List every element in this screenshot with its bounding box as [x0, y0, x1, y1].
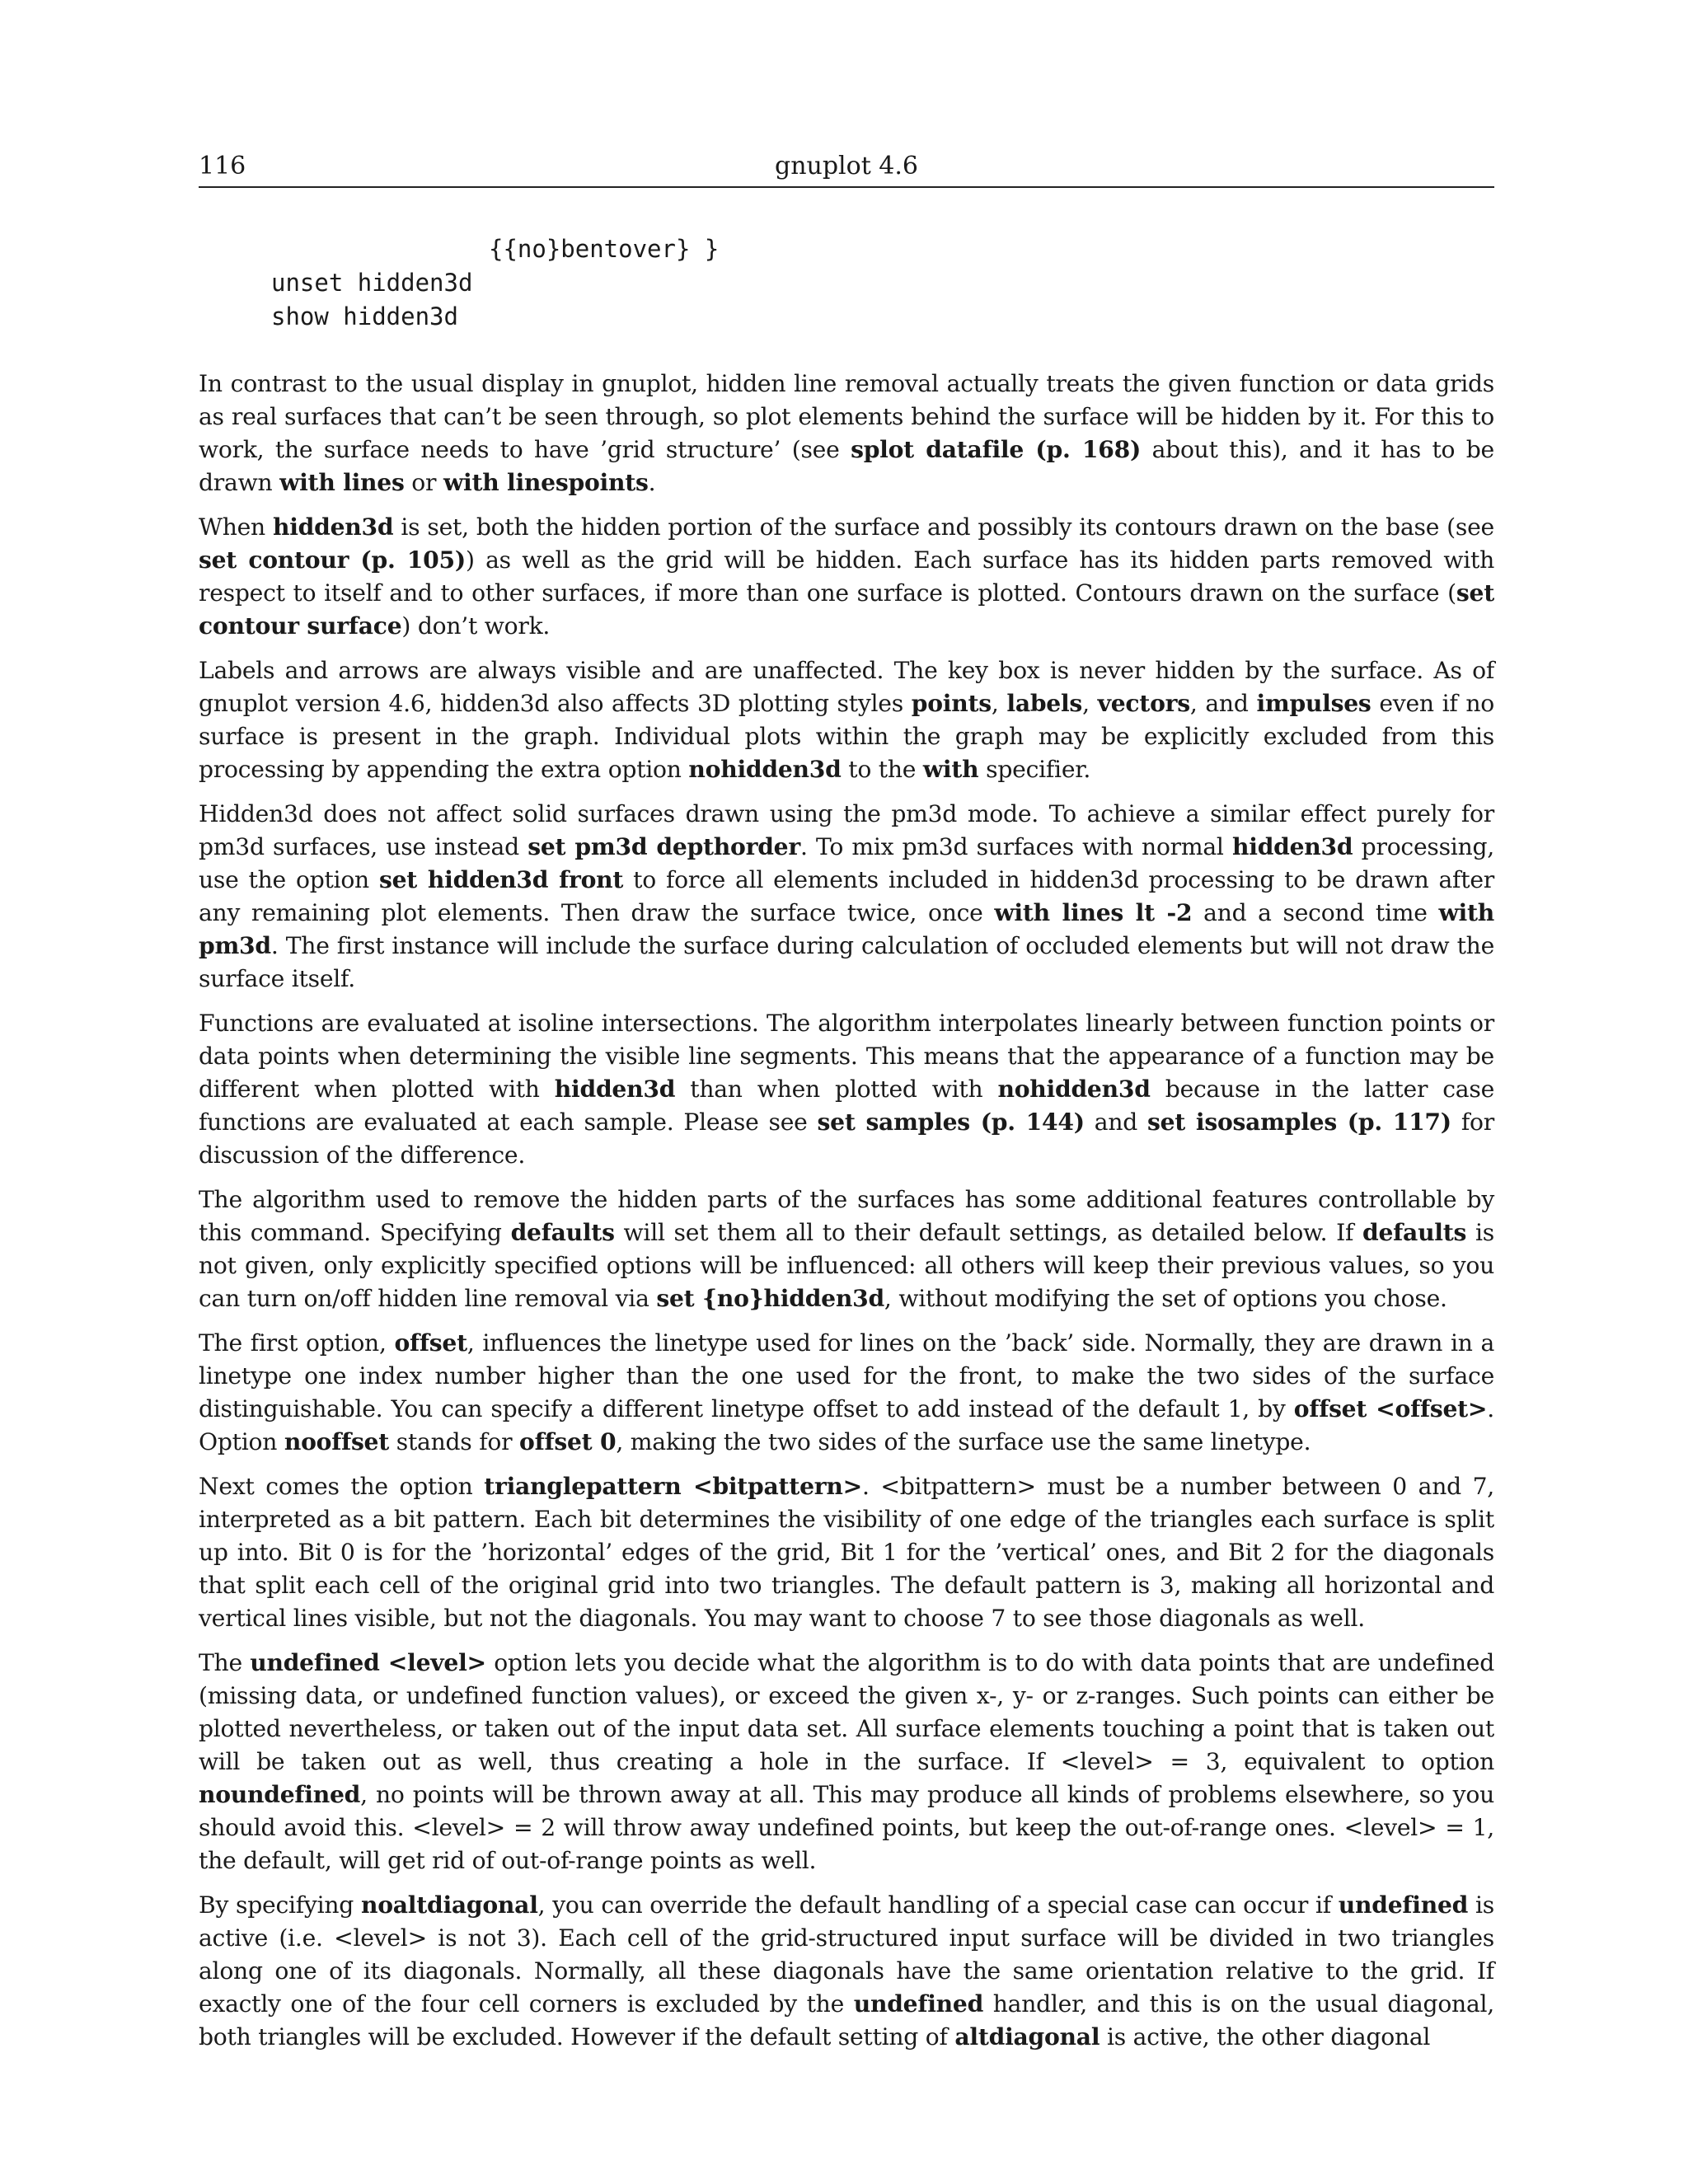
- text-run: specifier.: [978, 756, 1091, 783]
- paragraph: [199, 368, 1494, 499]
- text-run: . <bitpattern> must be a number between 0 and 7, interpreted as a bit pattern. Each bit determines the visibility of one edge of the triangles each surface is split up into. Bit 0 is for the ’horizontal’ edges of the grid, Bit 1 for the ’vertical’ ones, and Bit 2 for the diagonals that split each cell of the original grid into two triangles. The default pattern is 3, making all horizontal and vertical lines visible, but not the diagonals. You may want to choose 7 to see those diagonals as well.: [199, 1473, 1494, 1632]
- bold-term: nohidden3d: [688, 756, 842, 783]
- text-run: , making the two sides of the surface use the same linetype.: [616, 1428, 1311, 1455]
- text-run: , no points will be thrown away at all. This may produce all kinds of problems elsewhere, so you should avoid this. <level> = 2 will throw away undefined points, but keep the out-of-range ones. <level> = 1, the default, will get rid of out-of-range points as well.: [199, 1781, 1494, 1874]
- text-run: and a second time: [1192, 899, 1439, 926]
- text-run: is active (i.e. <level> is not 3). Each cell of the grid-structured input surface will be divided in two triangles along one of its diagonals. Normally, all these diagonals have the same orientation relative to the grid. If exactly one of the four cell corners is excluded by the: [199, 1891, 1494, 2018]
- document-page: [199, 0, 1494, 2184]
- bold-term: trianglepattern <bitpattern>: [484, 1473, 862, 1500]
- bold-term: impulses: [1256, 690, 1372, 717]
- paragraph: [199, 1647, 1494, 1877]
- bold-term: hidden3d: [1232, 833, 1353, 860]
- bold-term: noaltdiagonal: [360, 1891, 538, 1919]
- page-number: 116: [199, 152, 246, 180]
- paragraph: [199, 1470, 1494, 1635]
- text-run: is not given, only explicitly specified options will be influenced: all others will keep their previous values, so you can turn on/off hidden line removal via: [199, 1219, 1494, 1312]
- text-run: , you can override the default handling of a special case can occur if: [537, 1891, 1339, 1919]
- bold-term: with: [922, 756, 979, 783]
- bold-term: splot datafile (p. 168): [851, 436, 1142, 463]
- text-run: for discussion of the difference.: [199, 1108, 1494, 1169]
- bold-term: undefined: [853, 1990, 984, 2018]
- bold-term: defaults: [510, 1219, 615, 1246]
- bold-term: set isosamples (p. 117): [1147, 1108, 1451, 1136]
- paragraph: [199, 511, 1494, 643]
- paragraph: [199, 1183, 1494, 1315]
- text-run: , influences the linetype used for lines on the ’back’ side. Normally, they are drawn in a linetype one index number higher than the one used for the front, to make the two sides of the surface distinguishable. You can specify a different linetype offset to add instead of the default 1, by: [199, 1329, 1495, 1422]
- bold-term: set contour surface: [199, 579, 1494, 640]
- text-run: The: [199, 1649, 251, 1676]
- bold-term: offset 0: [519, 1428, 617, 1455]
- text-run: is set, both the hidden portion of the surface and possibly its contours drawn on the base (see: [393, 513, 1494, 541]
- bold-term: labels: [1006, 690, 1083, 717]
- text-run: Hidden3d does not affect solid surfaces drawn using the pm3d mode. To achieve a similar effect purely for pm3d surfaces, use instead: [199, 800, 1494, 860]
- bold-term: undefined: [1338, 1891, 1469, 1919]
- text-run: because in the latter case functions are evaluated at each sample. Please see: [199, 1076, 1495, 1136]
- text-run: even if no surface is present in the graph. Individual plots within the graph may be explicitly excluded from this processing by appending the extra option: [199, 690, 1494, 783]
- bold-term: points: [911, 690, 992, 717]
- text-run: is active, the other diagonal: [1100, 2023, 1431, 2050]
- text-run: option lets you decide what the algorithm is to do with data points that are undefined (missing data, or undefined function values), or exceed the given x-, y- or z-ranges. Such points can either be plotted nevertheless, or taken out of the input data set. All surface elements touching a point that is taken out will be taken out as well, thus creating a hole in the surface. If <level> = 3, equivalent to option: [199, 1649, 1494, 1775]
- text-run: than when plotted with: [675, 1076, 998, 1103]
- text-run: . Option: [199, 1395, 1494, 1455]
- bold-term: set hidden3d front: [378, 866, 624, 893]
- bold-term: set pm3d depthorder: [528, 833, 800, 860]
- bold-term: set samples (p. 144): [817, 1108, 1085, 1136]
- book-title: gnuplot 4.6: [774, 152, 918, 180]
- paragraph: [199, 1327, 1494, 1459]
- text-run: ) don’t work.: [401, 612, 551, 640]
- text-run: Next comes the option: [199, 1473, 485, 1500]
- text-run: handler, and this is on the usual diagonal, both triangles will be excluded. However if the default setting of: [199, 1990, 1494, 2050]
- text-run: . The first instance will include the surface during calculation of occluded elements but will not draw the surface itself.: [199, 932, 1494, 992]
- bold-term: set contour (p. 105): [199, 546, 466, 574]
- text-run: When: [199, 513, 273, 541]
- bold-term: vectors: [1097, 690, 1190, 717]
- text-run: In contrast to the usual display in gnuplot, hidden line removal actually treats the given function or data grids as real surfaces that can’t be seen through, so plot elements behind the surface will be hidden by it. For this to work, the surface needs to have ’grid structure’ (see: [199, 370, 1494, 463]
- running-header: [199, 150, 1494, 188]
- bold-term: set {no}hidden3d: [656, 1285, 884, 1312]
- text-run: .: [648, 469, 656, 496]
- text-run: Functions are evaluated at isoline intersections. The algorithm interpolates linearly between function points or data points when determining the visible line segments. This means that the appearance of a function may be different when plotted with: [199, 1010, 1494, 1103]
- text-run: processing, use the option: [199, 833, 1494, 893]
- paragraph: [199, 798, 1494, 996]
- bold-term: defaults: [1362, 1219, 1467, 1246]
- text-run: The first option,: [199, 1329, 395, 1357]
- bold-term: offset <offset>: [1293, 1395, 1488, 1422]
- text-run: or: [404, 469, 443, 496]
- bold-term: with linespoints: [443, 469, 649, 496]
- text-run: . To mix pm3d surfaces with normal: [799, 833, 1232, 860]
- bold-term: hidden3d: [272, 513, 394, 541]
- bold-term: offset: [394, 1329, 467, 1357]
- text-run: , without modifying the set of options you chose.: [884, 1285, 1447, 1312]
- bold-term: with lines: [279, 469, 405, 496]
- text-run: to force all elements included in hidden3d processing to be drawn after any remaining plot elements. Then draw the surface twice, once: [199, 866, 1494, 926]
- paragraph: [199, 1889, 1494, 2054]
- bold-term: noundefined: [199, 1781, 361, 1808]
- code-line: {{no}bentover} }: [489, 235, 720, 263]
- bold-term: with lines lt -2: [994, 899, 1193, 926]
- text-run: ) as well as the grid will be hidden. Each surface has its hidden parts removed with respect to itself and to other surfaces, if more than one surface is plotted. Contours drawn on the surface (: [199, 546, 1494, 607]
- text-run: ,: [991, 690, 1007, 717]
- text-run: Labels and arrows are always visible and are unaffected. The key box is never hidden by the surface. As of gnuplot version 4.6, hidden3d also affects 3D plotting styles: [199, 657, 1494, 717]
- code-line: show hidden3d: [271, 302, 458, 330]
- text-run: about this), and it has to be drawn: [199, 436, 1494, 496]
- text-run: ,: [1082, 690, 1098, 717]
- code-block: [199, 232, 719, 334]
- bold-term: with pm3d: [199, 899, 1494, 959]
- text-run: The algorithm used to remove the hidden parts of the surfaces has some additional features controllable by this command. Specifying: [199, 1186, 1494, 1246]
- text-run: to the: [841, 756, 923, 783]
- paragraph: [199, 654, 1494, 786]
- paragraph: [199, 1007, 1494, 1172]
- bold-term: altdiagonal: [954, 2023, 1100, 2050]
- text-run: , and: [1189, 690, 1257, 717]
- bold-term: undefined <level>: [250, 1649, 486, 1676]
- text-run: stands for: [389, 1428, 520, 1455]
- text-run: will set them all to their default settings, as detailed below. If: [614, 1219, 1363, 1246]
- body-text: [199, 368, 1494, 2065]
- bold-term: nohidden3d: [997, 1076, 1151, 1103]
- bold-term: hidden3d: [554, 1076, 676, 1103]
- bold-term: nooffset: [284, 1428, 390, 1455]
- text-run: By specifying: [199, 1891, 361, 1919]
- code-line: unset hidden3d: [271, 269, 473, 297]
- text-run: and: [1084, 1108, 1147, 1136]
